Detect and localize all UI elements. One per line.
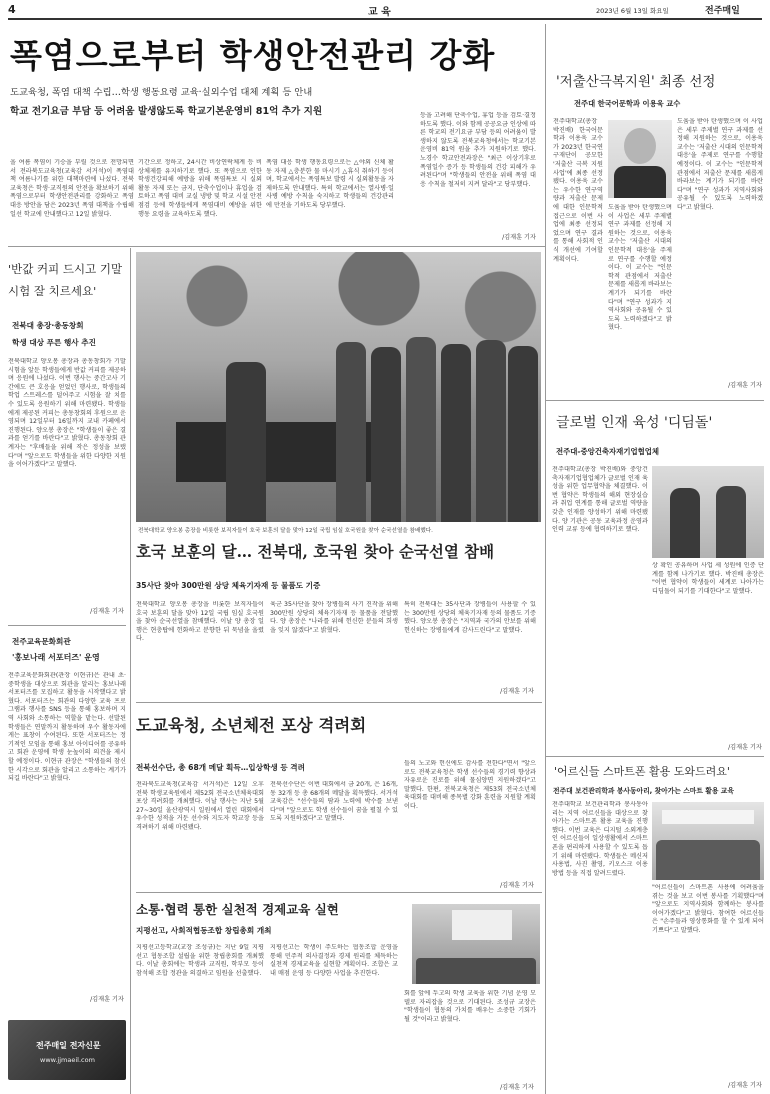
economy-audience (416, 958, 536, 984)
economy-screen (452, 910, 512, 940)
page-number: 4 (8, 3, 16, 16)
e-paper-ad[interactable] (8, 1020, 126, 1080)
right-mid-rule (546, 756, 764, 757)
coffee-subhead-1: 전북대 총장·총동창회 (12, 321, 84, 330)
person-7 (508, 346, 538, 522)
right-top-rule (546, 400, 764, 401)
sports-col-2: 전북선수단은 이번 대회에서 금 20개, 은 16개, 동 32개 등 총 68개의 메달을 획득했다. 서거석 교육감은 "선수들의 땀과 노력에 박수를 보낸다"며 "앞으로도 학생 선수들이 꿈을 펼칠 수 있도록 지원하겠다"고 말했다. (270, 781, 398, 823)
global-byline: /김재훈 기자 (728, 744, 762, 751)
ceremony-col-2: 육군 35사단을 찾아 장병들의 사기 진작을 위해 300만원 상당의 체육기자재 등 물품을 전달했다. 양 총장은 "나라를 위해 헌신한 분들의 희생을 잊지 않겠다"고 밝혔다. (270, 601, 398, 634)
smartphone-group (656, 840, 760, 880)
sports-col-1: 전라북도교육청(교육감 서거석)은 12일 오후 전북 학생교육원에서 제52회 전국소년체육대회 포상 격려회를 개최했다. 이날 행사는 지난 5월 27~30일 울산광역시 일원에서 열린 대회에서 우수한 성적을 거둔 선수와 지도자 학교장 등을 격려하기 위해 마련됐다. (136, 781, 264, 831)
smartphone-subhead: 전주대 보건관리학과 봉사동아리, 찾아가는 스마트 활용 교육 (553, 787, 734, 795)
person-5 (441, 344, 471, 522)
supporters-body: 전주교육문화회관(관장 이현규)은 관내 초·중학생을 대상으로 회관을 알리는 홍보나래 서포터즈를 모집하고 활동을 시작했다고 밝혔다. 서포터즈는 회관의 다양한 교육 프로그램과 행사를 SNS 등을 통해 홍보하며 지역 사회와 소통하는 역할을 맡는다. 선발된 학생들은 연말까지 활동하며 우수 활동자에게는 표창이 수여된다. 또한 서포터즈는 정기적인 모임을 통해 홍보 아이디어를 공유하고 회관 운영에 학생 눈높이의 의견을 제시할 예정이다. 이현규 관장은 "학생들의 참신한 시각으로 회관을 알리고 소통하는 계기가 되길 바란다"고 밝혔다. (8, 672, 126, 783)
sports-headline: 도교육청, 소년체전 포상 격려회 (136, 716, 367, 735)
left-column-rule (130, 248, 131, 1094)
lead-subhead-1: 도교육청, 폭염 대책 수립…학생 행동요령 교육·실외수업 대체 계획 등 안내 (10, 87, 313, 98)
coffee-body: 전북대학교 양오봉 총장과 총동창회가 기말시험을 앞둔 학생들에게 반값 커피를 제공하며 응원에 나섰다. 이번 행사는 중간고사 기간에도 큰 호응을 얻었던 행사로, 학생들의 학업 스트레스를 덜어주고 시험을 잘 치를 수 있도록 응원하기 위해 마련됐다. 학생들에게 제공된 커피는 총동창회의 후원으로 운영되며 12일부터 16일까지 교내 카페에서 진행된다. 양오봉 총장은 "학생들이 좋은 결과를 얻기를 바란다"고 밝혔다. 총동창회 관계자는 "후배들을 위해 작은 정성을 보탰다"며 "앞으로도 학생들을 위한 다양한 지원을 이어가겠다"고 말했다. (8, 358, 126, 469)
supporters-headline: '홍보나래 서포터즈' 운영 (12, 653, 100, 662)
portrait-suit (614, 166, 666, 198)
right-top-col-1: 전주대학교(총장 박진배) 한국어문학과 이용욱 교수가 2023년 한국연구재단이 공모한 '저출산 극복 지원사업'에 최종 선정됐다. 이용욱 교수는 우수한 연구역량과 저출산 문제에 대한 인문학적 접근으로 이번 사업에 최종 선정되었으며 연구 결과를 통해 사회적 인식 개선에 기여할 계획이다. (553, 118, 603, 263)
left-headline-box (8, 258, 126, 314)
right-column-rule (545, 24, 546, 1094)
center-rule-1 (136, 702, 542, 703)
agreement-person-right (716, 486, 746, 558)
center-org-name: 전주교육문화회관 (12, 637, 71, 646)
global-col-2: 상 확인 공유하며 사업 세 성원에 인증 단계를 함께 나가기로 했다. 박진배 총장은 "이번 협약이 학생들이 세계로 나아가는 디딤돌이 되기를 기대한다"고 말했다. (652, 562, 764, 595)
coffee-subhead-2: 학생 대상 푸른 행사 추진 (12, 338, 96, 347)
ceremony-subhead: 35사단 찾아 300만원 상당 체육기자재 등 물품도 기증 (136, 581, 321, 590)
lead-col-1: 올 여름 폭염이 기승을 부릴 것으로 전망되면서 전라북도교육청(교육감 서거석)이 폭염대책 여름나기를 위한 대책마련에 나섰다. 전북교육청은 학생·교직원의 안전을 확보하기 위해 폭염으로부터 학생안전관리를 강화하고 폭염 대응 방안을 담은 2023년 폭염 대책을 수립해 일선 학교에 안내했다고 12일 밝혔다. (10, 159, 134, 218)
ceremony-photo (136, 252, 541, 522)
ceremony-col-3: 특히 전북대는 35사단과 장병들이 사용할 수 있는 300만원 상당의 체육기자재 등의 물품도 기증했다. 양오봉 총장은 "지역과 국가의 안보를 위해 헌신하는 장병들에게 감사드린다"고 말했다. (404, 601, 536, 634)
sports-subhead: 전북선수단, 총 68개 메달 획득…입상학생 등 격려 (136, 763, 305, 772)
lead-bottom-rule (8, 246, 546, 247)
person-3 (371, 347, 401, 522)
agreement-photo (652, 466, 764, 558)
lead-byline: /김재훈 기자 (502, 234, 536, 241)
ceremony-caption: 전북대학교 양오봉 총장을 비롯한 보직자들이 호국 보훈의 달을 맞아 12일 국립 임실 호국원을 찾아 순국선열을 참배했다. (138, 528, 433, 534)
economy-col-2: 지평선고는 학생이 주도하는 협동조합 운영을 통해 민주적 의사결정과 경제 원리를 체득하는 실천적 경제교육을 실현할 계획이다. 조합은 교내 매점 운영 등 다양한 사업을 추진한다. (270, 944, 398, 977)
page-header (8, 3, 762, 17)
right-top-col-1b: 도움을 받아 탄생했으며 이 사업은 세부 주제별 연구 과제를 선정해 지원하는 것으로, 이용욱 교수는 '저출산 시대의 인문학적 대응'을 주제로 연구를 수행할 예정이다. 이 교수는 "인문학적 관점에서 저출산 문제를 새롭게 바라보는 계기가 되기를 바란다"며 "연구 성과가 지역사회와 공유될 수 있도록 노력하겠다"고 밝혔다. (608, 204, 672, 332)
section-title: 교 육 (368, 7, 391, 18)
center-rule-2 (136, 892, 542, 893)
portrait-head (624, 128, 656, 164)
lead-col-2: 기간으로 정하고, 24시간 비상연락체계 등 비상체제를 유지하기로 했다. 또 폭염으로 인한 학생건강피해 예방을 위해 폭염특보 시 실외 활동 자제 또는 금지, 단축수업이나 휴업을 검토하고 폭염 대비 교실 냉방 및 학교 시설 안전 점검 등에 학생들에게 폭염대비 예방을 위한 행동 요령을 교육하도록 했다. (138, 159, 262, 218)
economy-col-3: 회를 앞에 두고의 학생 교육을 위한 기념 운영 모델로 자리잡을 것으로 기대된다. 조성규 교장은 "학생들이 협동의 가치를 배우는 소중한 기회가 될 것"이라고 밝혔다. (404, 990, 536, 1023)
global-col-1: 전주대학교(총장 박진배)와 중앙건축자재기업협업체가 글로벌 인재 육성을 위한 업무협약을 체결했다. 이번 협약은 학생들의 해외 현장실습과 취업 연계를 통해 글로벌 역량을 갖춘 인재를 양성하기 위해 마련됐다. 양 기관은 공동 교육과정 운영과 인력 교류 등에 협력하기로 했다. (552, 466, 648, 534)
ad-title: 전주매일 전자신문 (36, 1041, 101, 1050)
ad-url: www.jjmaeil.com (40, 1056, 95, 1064)
coffee-headline: '반값 커피 드시고 기말시험 잘 치르세요' (8, 262, 123, 298)
economy-col-1: 지평선고등학교(교장 조성규)는 지난 9일 지평선고 협동조합 설립을 위한 창립총회를 개최했다. 이날 총회에는 학생과 교직원, 학부모 등이 참석해 조합 정관을 의결하고 임원을 선출했다. (136, 944, 264, 977)
agreement-person-left (670, 488, 700, 558)
portrait-photo (608, 120, 672, 198)
smartphone-byline: /김재훈 기자 (728, 1082, 762, 1089)
sports-byline: /김재훈 기자 (500, 882, 534, 889)
economy-subhead: 지평선고, 사회적협동조합 창립총회 개최 (136, 926, 272, 935)
smartphone-photo (652, 802, 764, 880)
person-1 (226, 362, 266, 522)
global-headline: 글로벌 인재 육성 '디딤돌' (556, 415, 713, 431)
coffee-byline: /김재훈 기자 (90, 608, 124, 615)
economy-byline: /김재훈 기자 (500, 1084, 534, 1091)
smartphone-col-2: "어르신들이 스마트폰 사용에 어려움을 겪는 것을 보고 이번 봉사를 기획했다"며 "앞으로도 지역사회와 함께하는 봉사를 이어가겠다"고 밝혔다. 참여한 어르신들은 "손주들과 영상통화를 할 수 있게 되어 기쁘다"고 말했다. (652, 884, 764, 934)
right-top-byline: /김재훈 기자 (728, 382, 762, 389)
smartphone-col-1: 전주대학교 보건관리학과 봉사동아리는 지역 어르신들을 대상으로 찾아가는 스마트폰 활용 교육을 진행했다. 이번 교육은 디지털 소외계층인 어르신들이 일상생활에서 스마트폰을 편리하게 사용할 수 있도록 돕기 위해 마련됐다. 학생들은 메신저 사용법, 사진 촬영, 키오스크 이용 방법 등을 직접 알려드렸다. (552, 801, 648, 877)
ceremony-col-1: 전북대학교 양오봉 총장을 비롯한 보직자들이 호국 보훈의 달을 맞아 12일 국립 임실 호국원을 찾아 순국선열을 참배했다. 이날 양 총장 일행은 현충탑에 헌화하고 분향한 뒤 묵념을 올렸다. (136, 601, 264, 643)
smartphone-headline: '어르신들 스마트폰 활용 도와드려요' (554, 765, 730, 778)
person-6 (476, 340, 506, 522)
header-rule (8, 18, 762, 20)
left-mid-rule (8, 625, 126, 626)
ceremony-byline: /김재훈 기자 (500, 688, 534, 695)
paper-name: 전주매일 (705, 6, 740, 16)
person-2 (336, 342, 366, 522)
right-top-col-2: 도움을 받아 탄생했으며 이 사업은 세부 주제별 연구 과제를 선정해 지원하는 것으로, 이용욱 교수는 '저출산 시대의 인문학적 대응'을 주제로 연구를 수행할 예정이다. 이 교수는 "인문학적 관점에서 저출산 문제를 새롭게 바라보는 계기가 되기를 바란다"며 "연구 성과가 지역사회와 공유될 수 있도록 노력하겠다"고 밝혔다. (677, 118, 763, 211)
issue-date: 2023년 6월 13일 화요일 (596, 7, 669, 15)
sports-col-3: 들의 노고와 헌신에도 감사를 전한다"면서 "앞으로도 전북교육청은 학생 선수들의 경기력 향상과 자유로운 진로를 위해 물심양면 지원하겠다"고 말했다. 한편, 전북교육청은 제53회 전국소년체육대회를 대비해 종목별 강화 훈련을 지원할 계획이다. (404, 760, 536, 810)
lead-subhead-2: 학교 전기요금 부담 등 어려움 발생않도록 학교기본운영비 81억 추가 지원 (10, 106, 323, 117)
ceremony-headline: 호국 보훈의 달… 전북대, 호국원 찾아 순국선열 참배 (136, 542, 495, 561)
person-4 (406, 337, 436, 522)
right-top-subhead: 전주대 한국어문학과 이용욱 교수 (574, 99, 681, 108)
global-subhead: 전주대-중앙건축자재기업협업체 (556, 447, 660, 456)
economy-photo (412, 904, 540, 984)
lead-col-3: 폭염 대응 학생 행동요령으로는 △야외 신체 활동 자제 △충분한 물 마시기 △휴식 취하기 등이며, 학교에서는 폭염특보 발령 시 실외활동을 자제하도록 안내했다. 특히 학교에서는 열사병·일사병 예방 수칙을 숙지하고 학생들의 건강관리에 만전을 기하도록 당부했다. (266, 159, 394, 209)
economy-headline: 소통·협력 통한 실천적 경제교육 실현 (136, 902, 339, 917)
supporters-byline: /김재훈 기자 (90, 996, 124, 1003)
smartphone-banner (662, 810, 754, 824)
right-top-headline: '저출산극복지원' 최종 선정 (556, 74, 716, 90)
lead-col-4: 등을 고려해 단축수업, 휴업 등을 검토·결정하도록 했다. 이와 함께 공공요금 인상에 따른 학교의 전기요금 부담 등의 어려움이 발생하지 않도록 전북교육청에서는 학교기본운영비 81억 원을 추가 지원하기로 했다. 노경수 학교안전과장은 "최근 이상기후로 폭염일수 증가 등 학생들의 건강 피해가 우려된다"며 "학생들의 안전을 위해 폭염 대응 수칙을 철저히 지켜 달라"고 당부했다. (420, 112, 536, 188)
lead-headline: 폭염으로부터 학생안전관리 강화 (10, 36, 496, 75)
